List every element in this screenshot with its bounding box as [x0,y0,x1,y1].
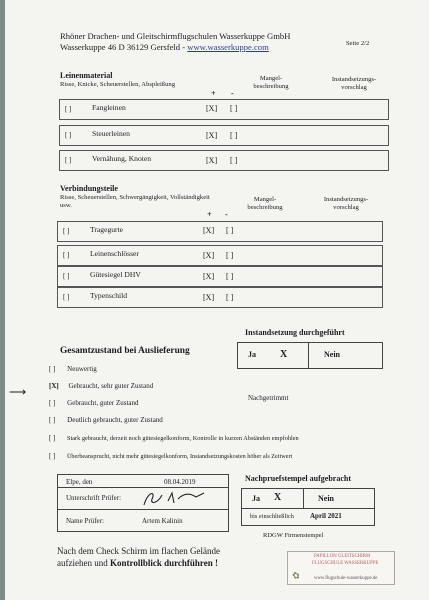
section-title-leinen: Leinenmaterial [60,71,113,80]
repair-yes-mark[interactable]: X [280,349,288,360]
overall-label: Gebraucht, guter Zustand [67,399,139,407]
examiner-name-label: Name Prüfer: [66,517,104,525]
company-address [60,42,269,52]
section-subtitle-verbindung: Risse, Scheuerstellen, Schwergängigkeit, Vollständigkeit usw. [60,194,210,209]
footer-line-1: Nach dem Check Schirm im flachen Gelände [57,546,220,556]
firm-stamp-label: RDGW Firmenstempel [263,532,324,539]
overall-checkbox[interactable]: [ ] [49,434,56,442]
sig-divider-2 [58,509,228,510]
repair-header-leinen: Instandsetzungs- vorschlag [331,76,377,91]
minus-header-verbindung: - [225,210,228,219]
school-stamp-image [287,551,395,585]
row-checkbox[interactable]: [ ] [65,131,72,139]
handwritten-signature-icon [138,489,208,509]
check-row-steuerleinen [59,125,389,146]
stamp-divider-h [242,508,374,509]
minus-mark[interactable]: [ ] [230,156,238,165]
plus-mark[interactable]: [X] [206,131,218,140]
plus-mark[interactable]: [X] [203,293,215,302]
row-checkbox[interactable]: [ ] [65,156,72,164]
row-checkbox[interactable]: [ ] [63,293,70,301]
overall-label: Gebraucht, sehr guter Zustand [68,382,154,390]
plus-mark[interactable]: [X] [206,104,218,113]
row-label: Typenschild [90,291,128,300]
row-label: Leinenschlösser [90,249,139,258]
stamp-url: www.flugschule-wasserkuppe.de [314,576,378,581]
row-label: Steuerleinen [92,129,130,138]
minus-mark[interactable]: [ ] [226,251,234,260]
section-subtitle-leinen: Risse, Knicke, Scheuerstellen, Abspleißung [60,81,176,88]
signature-label: Unterschrift Prüfer: [66,494,122,502]
plus-mark[interactable]: [X] [206,156,218,165]
overall-item-1 [49,382,153,390]
overall-label: Neuwertig [67,365,97,373]
check-row-tragegurte [57,221,383,242]
defect-header-verbindung: Mangel- beschreibung [247,196,283,211]
overall-item-5 [49,452,292,460]
repair-header-verbindung: Instandsetzungs- vorschlag [323,196,369,211]
row-checkbox[interactable]: [ ] [63,227,70,235]
stamp-no-label: Nein [318,494,334,503]
row-checkbox[interactable]: [ ] [65,105,72,113]
minus-header-leinen: - [231,89,234,98]
stamp-logo-icon: ✿ [291,572,301,580]
until-label: bis einschließlich [250,513,294,520]
until-value: April 2021 [310,512,342,520]
overall-item-2 [49,399,139,407]
repair-yes-label: Ja [248,350,256,359]
overall-label: Überbeansprucht, nicht mehr gütesiegelkonform, Instandsetzungskosten höher als Zeitwert [66,453,293,460]
minus-mark[interactable]: [ ] [230,131,238,140]
repair-divider [308,343,309,368]
overall-checkbox[interactable]: [ ] [49,416,56,424]
place-label: Elpe, den [66,478,93,486]
overall-label: Stark gebraucht, derzeit noch gütesiegelkonform, Kontrolle in kurzen Abständen empfohlen [67,435,299,442]
stamp-title: Nachpruefstempel aufgebracht [245,474,351,483]
examiner-name: Artem Kalinin [142,517,183,525]
signature-box [57,474,229,532]
overall-item-0 [49,365,97,373]
overall-checkbox[interactable]: [X] [49,382,59,390]
plus-header-verbindung: + [207,210,212,219]
overall-item-3 [49,416,163,424]
footer-line-2 [57,558,218,568]
plus-mark[interactable]: [X] [203,226,215,235]
repair-done-box [237,342,383,369]
minus-mark[interactable]: [ ] [226,272,234,281]
plus-mark[interactable]: [X] [203,272,215,281]
repair-done-title: Instandsetzung durchgeführt [245,328,345,337]
address-text: Wasserkuppe 46 D 36129 Gersfeld - [60,42,186,52]
check-row-leinenschloesser [57,245,383,266]
overall-checkbox[interactable]: [ ] [49,399,56,407]
minus-mark[interactable]: [ ] [226,293,234,302]
row-label: Fangleinen [92,103,126,112]
stamp-line-1: PAPILLON GLEITSCHIRM [314,554,371,559]
stamp-yes-mark[interactable]: X [274,492,282,503]
row-label: Tragegurte [90,225,124,234]
overall-title: Gesamtzustand bei Auslieferung [60,346,190,356]
row-checkbox[interactable]: [ ] [63,251,70,259]
check-row-guetesiegel [57,266,383,287]
stamp-divider-v [303,489,304,508]
stamp-yes-label: Ja [252,494,260,503]
sign-date: 08.04.2019 [164,478,196,486]
row-checkbox[interactable]: [ ] [63,272,70,280]
website-link[interactable]: www.wasserkuppe.com [187,42,269,52]
section-title-verbindung: Verbindungsteile [60,184,118,193]
minus-mark[interactable]: [ ] [230,104,238,113]
minus-mark[interactable]: [ ] [226,226,234,235]
document-page [5,0,429,600]
row-label: Gütesiegel DHV [90,270,141,279]
plus-header-leinen: + [211,89,216,98]
defect-header-leinen: Mangel- beschreibung [253,75,289,90]
stamp-box [241,488,375,526]
overall-item-4 [49,434,299,442]
footer-line-2-text: aufziehen und [57,558,110,568]
overall-label: Deutlich gebraucht, guter Zustand [67,416,163,424]
arrow-icon: ⟶ [9,385,27,399]
repair-no-label: Nein [324,350,340,359]
overall-checkbox[interactable]: [ ] [49,452,56,460]
sig-divider-1 [58,487,228,488]
check-row-vernaehung [59,150,389,171]
row-label: Vernähung, Knoten [92,154,152,163]
overall-checkbox[interactable]: [ ] [49,365,56,373]
retrimmed-label: Nachgetrimmt [248,394,289,402]
stamp-line-2: FLUGSCHULE WASSERKUPPE [312,561,379,566]
company-name: Rhöner Drachen- und Gleitschirmflugschulen Wasserkuppe GmbH [60,31,291,41]
page-number: Seite 2/2 [346,40,370,47]
plus-mark[interactable]: [X] [203,251,215,260]
check-row-fangleinen [59,99,389,120]
check-row-typenschild [57,287,383,308]
footer-line-2-bold: Kontrollblick durchführen ! [109,558,219,568]
